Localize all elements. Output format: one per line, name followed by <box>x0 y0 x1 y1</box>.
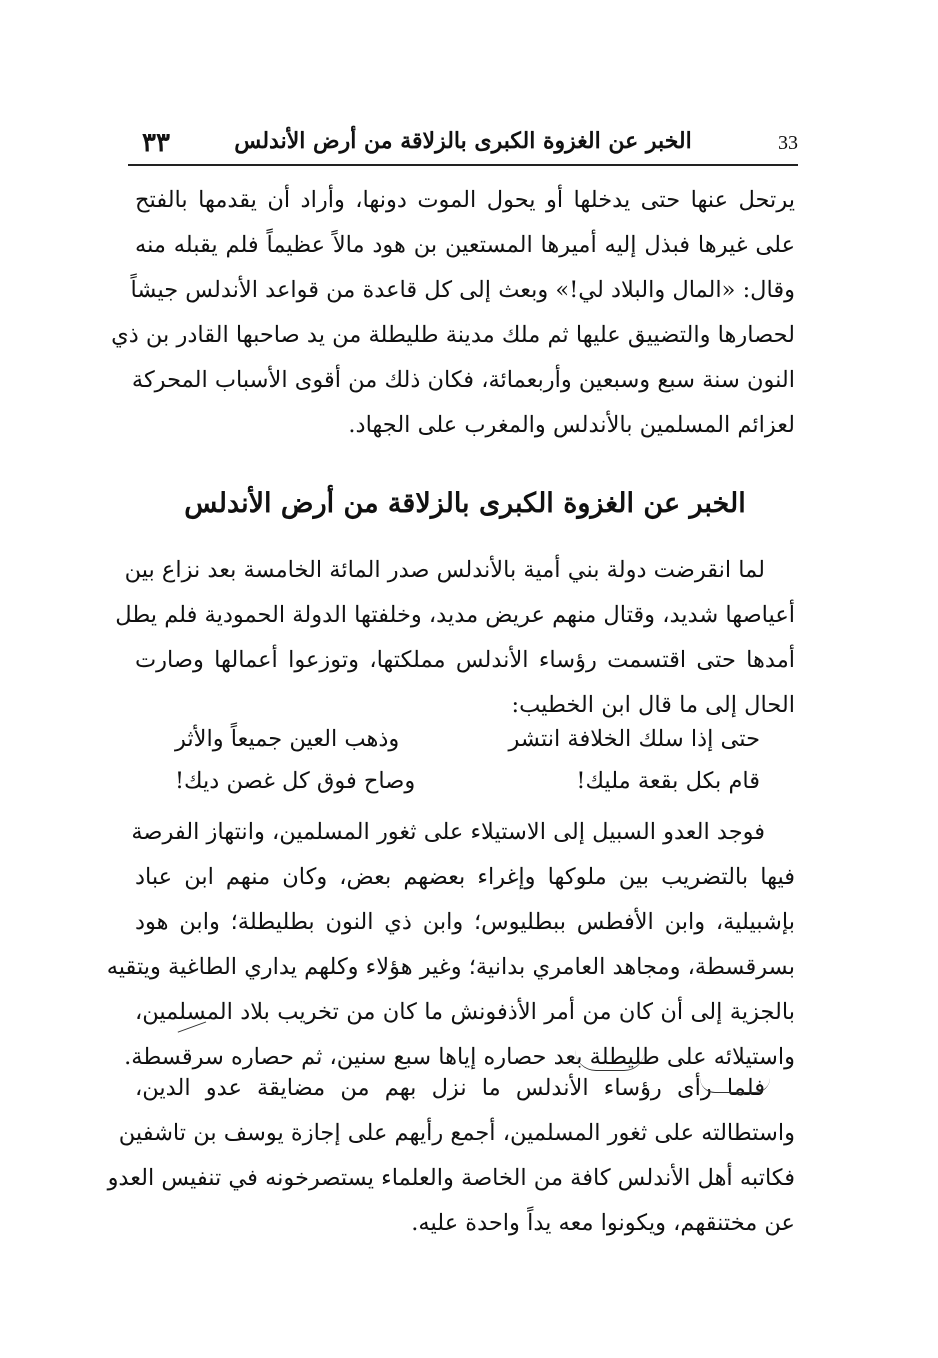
verse-hemistich: قام بكل بقعة مليك! <box>576 768 760 794</box>
page-number-latin: 33 <box>778 132 798 154</box>
paragraph-2 <box>115 548 795 728</box>
verse-hemistich: وصاح فوق كل غصن ديك! <box>175 768 416 794</box>
text-line: أعياصها شديد، وقتال منهم عريض مديد، وخلفتها الدولة الحمودية فلم يطل <box>115 602 795 628</box>
text-line: فيها بالتضريب بين ملوكها وإغراء بعضهم بعض، وكان منهم ابن عباد <box>135 864 795 890</box>
handwritten-underline-mark <box>575 1050 645 1071</box>
text-line: الحال إلى ما قال ابن الخطيب: <box>511 692 795 718</box>
verse-hemistich: حتى إذا سلك الخلافة انتشر <box>508 726 760 752</box>
paragraph-4 <box>107 1066 795 1246</box>
text-line: بالجزية إلى أن كان من أمر الأذفونش ما كان من تخريب بلاد المسلمين، <box>135 999 795 1025</box>
paragraph-3 <box>106 810 795 1080</box>
paragraph-1 <box>111 178 795 448</box>
poem-verse-2 <box>175 768 760 808</box>
poem-verse-1 <box>175 726 760 766</box>
running-header <box>128 120 798 166</box>
text-line: يرتحل عنها حتى يدخلها أو يحول الموت دونها، وأراد أن يقدمها بالفتح <box>135 187 795 213</box>
text-line: وقال: «المال والبلاد لي!» وبعث إلى كل قاعدة من قواعد الأندلس جيشاً <box>130 277 795 303</box>
page-number-arabic: ٣٣ <box>142 128 170 158</box>
text-line: النون سنة سبع وسبعين وأربعمائة، فكان ذلك من أقوى الأسباب المحركة <box>131 367 795 393</box>
text-line: على غيرها فبذل إليه أميرها المستعين بن هود مالاً عظيماً فلم يقبله منه <box>135 232 795 258</box>
text-line: فلما رأى رؤساء الأندلس ما نزل بهم من مضايقة عدو الدين، <box>135 1075 765 1101</box>
text-line: بسرقسطة، ومجاهد العامري بدانية؛ وغير هؤلاء وكلهم يداري الطاغية ويتقيه <box>106 954 795 980</box>
verse-hemistich: وذهب العين جميعاً والأثر <box>175 726 400 752</box>
text-line: لحصارها والتضييق عليها ثم ملك مدينة طليطلة من يد صاحبها القادر بن ذي <box>111 322 795 348</box>
text-line: لما انقرضت دولة بني أمية بالأندلس صدر المائة الخامسة بعد نزاع بين <box>124 557 765 583</box>
text-line: أمدها حتى اقتسمت رؤساء الأندلس مملكتها، وتوزعوا أعمالها وصارت <box>135 647 795 673</box>
text-line: واستطالته على ثغور المسلمين، أجمع رأيهم على إجازة يوسف بن تاشفين <box>118 1120 795 1146</box>
handwritten-swoosh-mark <box>700 1078 770 1093</box>
text-line: فكاتبه أهل الأندلس كافة من الخاصة والعلماء يستصرخونه في تنفيس العدو <box>107 1165 795 1191</box>
text-line: عن مختنقهم، ويكونوا معه يداً واحدة عليه. <box>411 1210 795 1236</box>
text-line: فوجد العدو السبيل إلى الاستيلاء على ثغور المسلمين، وانتهاز الفرصة <box>131 819 765 845</box>
section-heading: الخبر عن الغزوة الكبرى بالزلاقة من أرض الأندلس <box>184 488 746 519</box>
text-line: بإشبيلية، وابن الأفطس ببطليوس؛ وابن ذي النون بطليطلة؛ وابن هود <box>135 909 795 935</box>
text-line: واستيلائه على طليطلة بعد حصاره إياها سبع سنين، ثم حصاره سرقسطة. <box>124 1044 795 1070</box>
text-line: لعزائم المسلمين بالأندلس والمغرب على الجهاد. <box>348 412 795 438</box>
running-title: الخبر عن الغزوة الكبرى بالزلاقة من أرض الأندلس <box>234 128 692 154</box>
